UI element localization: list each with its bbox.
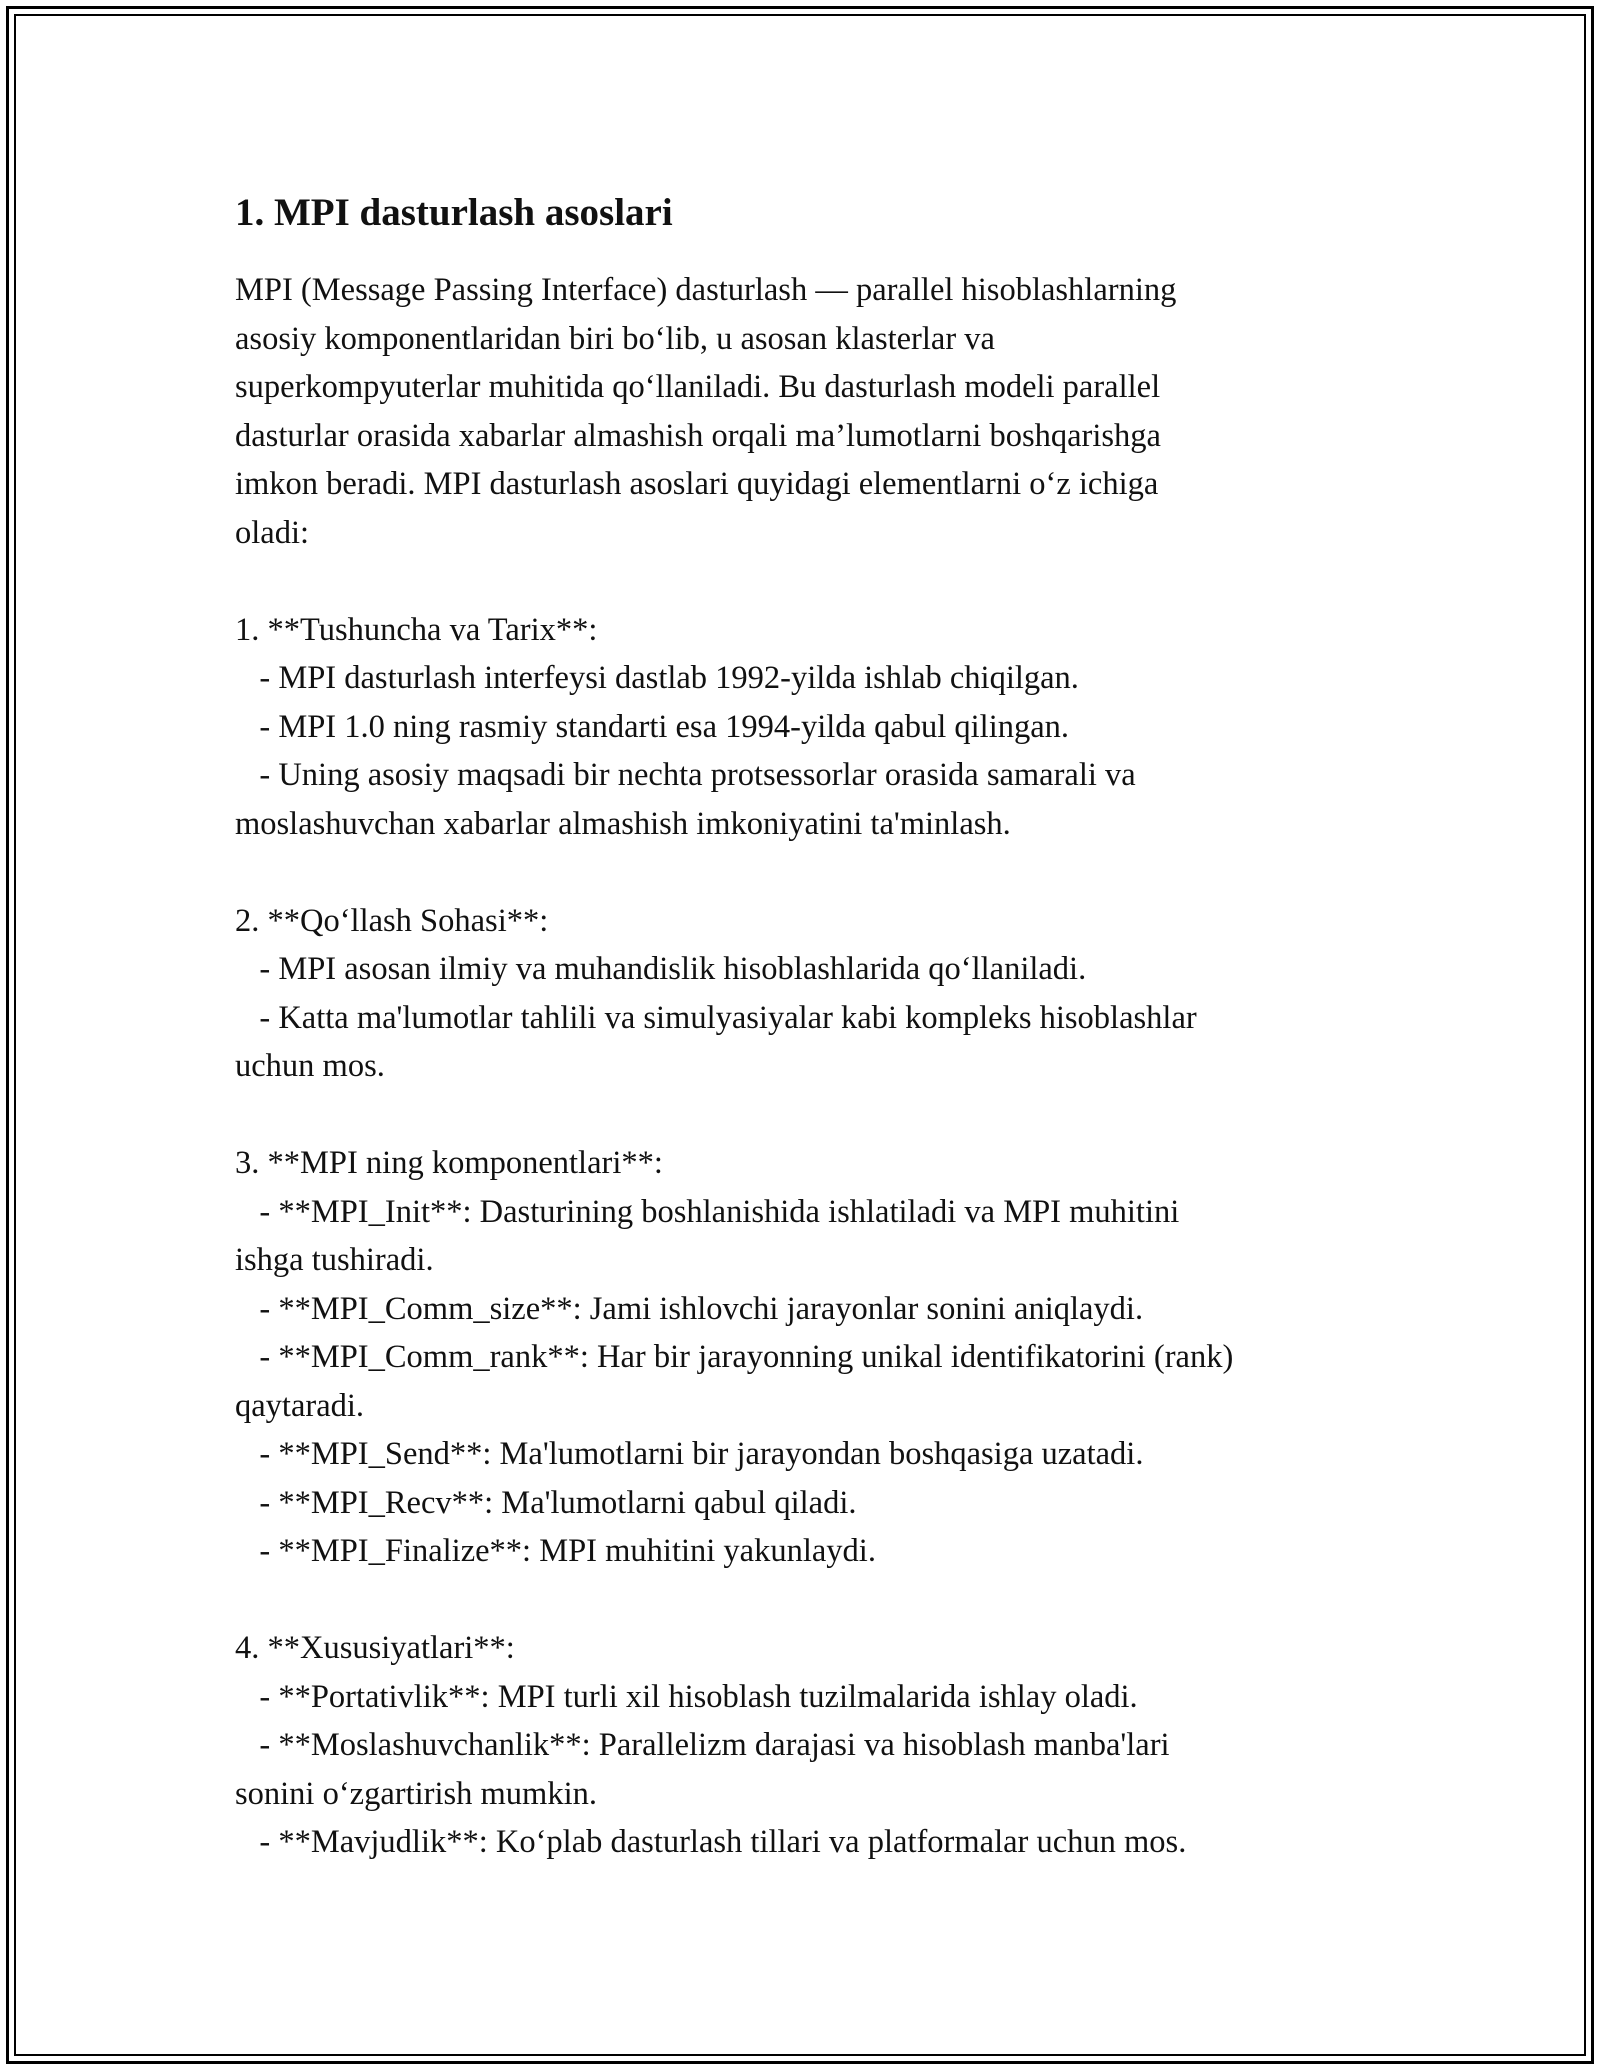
- document-body: [235, 188, 1385, 1867]
- section-qollash-sohasi: 2. **Qo‘llash Sohasi**: - MPI asosan ilmiy va muhandislik hisoblashlarida qo‘llaniladi. - Katta ma'lumotlar tahlili va simulyasiyalar kabi kompleks hisoblashlar uchun mos.: [235, 902, 1197, 1084]
- section-tushuncha-va-tarix: 1. **Tushuncha va Tarix**: - MPI dasturlash interfeysi dastlab 1992-yilda ishlab chiqilgan. - MPI 1.0 ning rasmiy standarti esa 1994-yilda qabul qilingan. - Uning asosiy maqsadi bir nechta protsessorlar orasida samarali va moslashuvchan xabarlar almashish imkoniyatini ta'minlash.: [235, 611, 1136, 842]
- intro-paragraph: MPI (Message Passing Interface) dasturlash — parallel hisoblashlarning asosiy komponentlaridan biri bo‘lib, u asosan klasterlar va superkompyuterlar muhitida qo‘llaniladi. Bu dasturlash modeli parallel dasturlar orasida xabarlar almashish orqali ma’lumotlarni boshqarishga imkon beradi. MPI dasturlash asoslari quyidagi elementlarni o‘z ichiga oladi:: [235, 272, 1177, 551]
- section-mpi-komponentlari: 3. **MPI ning komponentlari**: - **MPI_Init**: Dasturining boshlanishida ishlatiladi va MPI muhitini ishga tushiradi. - **MPI_Comm_size**: Jami ishlovchi jarayonlar sonini aniqlaydi. - **MPI_Comm_rank**: Har bir jarayonning unikal identifikatorini (rank) qaytaradi. - **MPI_Send**: Ma'lumotlarni bir jarayondan boshqasiga uzatadi. - **MPI_Recv**: Ma'lumotlarni qabul qiladi. - **MPI_Finalize**: MPI muhitini yakunlaydi.: [235, 1145, 1234, 1569]
- section-xususiyatlari: 4. **Xususiyatlari**: - **Portativlik**: MPI turli xil hisoblash tuzilmalarida ishlay oladi. - **Moslashuvchanlik**: Parallelizm darajasi va hisoblash manba'lari sonini o‘zgartirish mumkin. - **Mavjudlik**: Ko‘plab dasturlash tillari va platformalar uchun mos.: [235, 1630, 1187, 1860]
- document-heading: 1. MPI dasturlash asoslari: [235, 191, 673, 234]
